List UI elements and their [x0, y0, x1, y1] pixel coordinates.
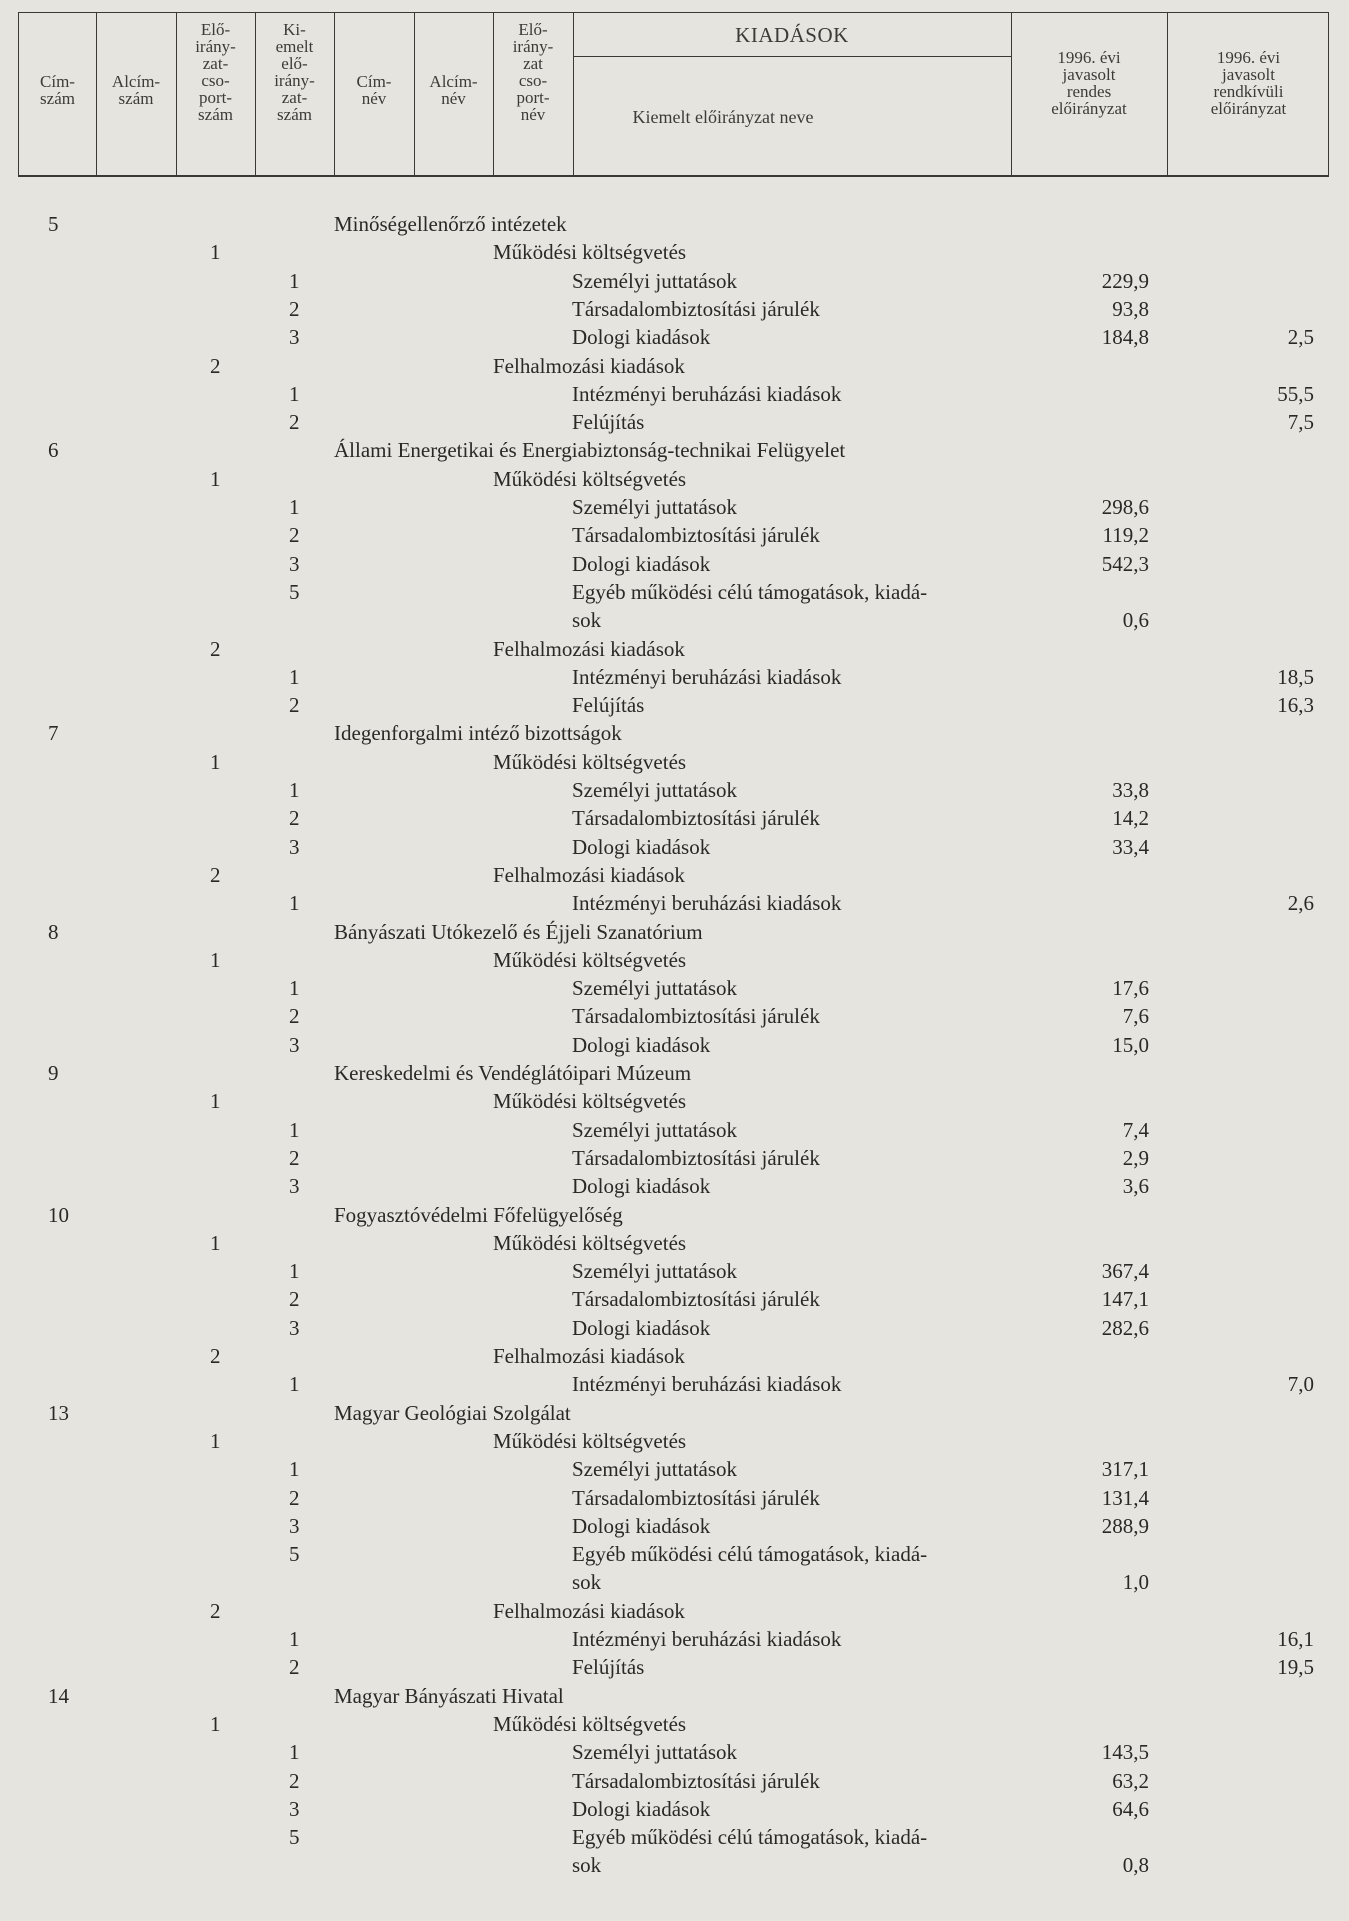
kiem-name: Felújítás: [572, 410, 645, 435]
kiem-number: 2: [289, 410, 300, 435]
rendes-value: 542,3: [1101, 551, 1149, 576]
table-row: [0, 719, 1349, 747]
cim-number: 14: [48, 1683, 69, 1708]
table-row: [0, 804, 1349, 832]
kiem-name: Felújítás: [572, 1655, 645, 1680]
kiem-name: Dologi kiadások: [572, 1513, 711, 1538]
kiem-number: 1: [289, 495, 300, 519]
kiem-name: Társadalombiztosítási járulék: [572, 1768, 820, 1793]
cim-name: Bányászati Utókezelő és Éjjeli Szanatórium: [334, 919, 703, 944]
header-kiemelt-eloiranyzat-szam: Ki- emelt elő- irány- zat- szám: [274, 20, 315, 124]
kiem-number: 1: [289, 1740, 300, 1765]
kiem-number: 2: [289, 1287, 300, 1312]
alcim-name: Felhalmozási kiadások: [493, 862, 685, 887]
kiem-number: 1: [289, 1259, 300, 1284]
table-row: [0, 1144, 1349, 1172]
rendes-value: 282,6: [1101, 1315, 1149, 1340]
rendkivuli-value: 19,5: [1277, 1655, 1314, 1680]
table-row: [0, 606, 1349, 634]
alcim-name: Működési költségvetés: [493, 1428, 687, 1453]
alcim-number: 2: [210, 862, 221, 887]
table-row: [0, 1285, 1349, 1313]
table-row: [0, 833, 1349, 861]
table-row: [0, 635, 1349, 663]
table-row: [0, 1399, 1349, 1427]
kiem-number: 1: [289, 1372, 300, 1397]
cim-number: 10: [48, 1202, 69, 1227]
alcim-number: 1: [210, 1711, 221, 1736]
cim-name: Kereskedelmi és Vendéglátóipari Múzeum: [334, 1061, 692, 1085]
alcim-number: 1: [210, 947, 221, 972]
rendes-value: 14,2: [1112, 806, 1149, 831]
alcim-number: 1: [210, 240, 221, 265]
alcim-name: Működési költségvetés: [493, 749, 687, 774]
table-row: [0, 861, 1349, 889]
table-row: [0, 1568, 1349, 1596]
kiem-number: 3: [289, 1032, 300, 1057]
table-row: [0, 1002, 1349, 1030]
kiem-name: sok: [572, 1570, 602, 1595]
rendes-value: 119,2: [1102, 523, 1149, 548]
cim-number: 8: [48, 919, 59, 944]
alcim-name: Felhalmozási kiadások: [493, 353, 685, 378]
table-row: [0, 1540, 1349, 1568]
table-row: [0, 493, 1349, 521]
table-row: [0, 1201, 1349, 1229]
alcim-number: 2: [210, 353, 221, 378]
header-rendes-eloiranyzat: 1996. évi javasolt rendes előirányzat: [1051, 48, 1127, 118]
table-row: [0, 1059, 1349, 1087]
kiem-name: Társadalombiztosítási járulék: [572, 806, 820, 831]
table-row: [0, 238, 1349, 266]
rendes-value: 184,8: [1101, 325, 1149, 350]
cim-name: Fogyasztóvédelmi Főfelügyelőség: [334, 1202, 623, 1227]
alcim-name: Működési költségvetés: [493, 1089, 687, 1114]
kiem-number: 2: [289, 693, 300, 718]
rendes-value: 0,6: [1122, 608, 1149, 633]
kiem-name: Személyi juttatások: [572, 1259, 738, 1284]
kiem-number: 2: [289, 1768, 300, 1793]
header-alcim-nev: Alcím- név: [429, 72, 478, 108]
alcim-name: Működési költségvetés: [493, 240, 687, 265]
table-row: [0, 1597, 1349, 1625]
kiem-name: Dologi kiadások: [572, 325, 711, 350]
kiem-name: Intézményi beruházási kiadások: [572, 381, 842, 406]
kiem-number: 2: [289, 1145, 300, 1170]
kiem-name: Személyi juttatások: [572, 268, 738, 293]
kiem-name: Személyi juttatások: [572, 778, 738, 802]
table-row: [0, 918, 1349, 946]
table-row: [0, 380, 1349, 408]
table-row: [0, 295, 1349, 323]
cim-number: 6: [48, 438, 59, 463]
rendes-value: 298,6: [1101, 495, 1149, 519]
rendkivuli-value: 55,5: [1277, 381, 1314, 406]
alcim-number: 2: [210, 1344, 221, 1368]
kiem-number: 1: [289, 664, 300, 689]
table-row: [0, 1682, 1349, 1710]
alcim-number: 1: [210, 1230, 221, 1255]
kiem-name: Egyéb működési célú támogatások, kiadá-: [572, 1542, 928, 1567]
kiem-number: 1: [289, 268, 300, 293]
header-eloiranyzat-csoport-nev: Elő- irány- zat cso- port- név: [512, 20, 554, 124]
rendes-value: 1,0: [1122, 1570, 1149, 1595]
table-row: [0, 1851, 1349, 1879]
cim-name: Állami Energetikai és Energiabiztonság-technikai Felügyelet: [334, 438, 846, 463]
table-row: [0, 1314, 1349, 1342]
rendes-value: 317,1: [1101, 1457, 1149, 1482]
kiem-number: 3: [289, 1796, 300, 1821]
table-row: [0, 1087, 1349, 1115]
table-row: [0, 323, 1349, 351]
cim-number: 13: [48, 1400, 69, 1425]
kiem-name: Társadalombiztosítási járulék: [572, 296, 820, 321]
table-row: [0, 1455, 1349, 1483]
table-row: [0, 521, 1349, 549]
alcim-name: Működési költségvetés: [493, 1230, 687, 1255]
kiem-number: 5: [289, 579, 300, 604]
alcim-number: 2: [210, 636, 221, 661]
kiem-number: 1: [289, 1457, 300, 1482]
alcim-number: 1: [210, 1428, 221, 1453]
rendes-value: 288,9: [1101, 1513, 1149, 1538]
table-row: [0, 1427, 1349, 1455]
rendkivuli-value: 7,0: [1287, 1372, 1314, 1397]
rendkivuli-value: 2,6: [1287, 891, 1314, 916]
rendes-value: 7,6: [1122, 1004, 1149, 1029]
kiem-number: 3: [289, 834, 300, 859]
kiem-number: 2: [289, 296, 300, 321]
header-cim-szam: Cím- szám: [40, 72, 75, 108]
kiem-number: 2: [289, 1004, 300, 1029]
table-row: [0, 578, 1349, 606]
table-row: [0, 1229, 1349, 1257]
kiem-name: Személyi juttatások: [572, 1457, 738, 1482]
kiem-number: 2: [289, 1655, 300, 1680]
kiem-number: 2: [289, 523, 300, 548]
kiem-name: Társadalombiztosítási járulék: [572, 1287, 820, 1312]
kiem-name: Személyi juttatások: [572, 495, 738, 519]
table-row: [0, 1653, 1349, 1681]
alcim-name: Felhalmozási kiadások: [493, 1598, 685, 1623]
cim-number: 5: [48, 212, 59, 236]
table-row: [0, 1257, 1349, 1285]
table-row: [0, 408, 1349, 436]
table-row: [0, 465, 1349, 493]
kiem-name: Társadalombiztosítási járulék: [572, 523, 820, 548]
kiem-name: sok: [572, 608, 602, 633]
rendkivuli-value: 16,1: [1277, 1627, 1314, 1651]
kiem-name: Egyéb működési célú támogatások, kiadá-: [572, 579, 928, 604]
kiem-name: Személyi juttatások: [572, 976, 738, 1001]
kiem-name: Intézményi beruházási kiadások: [572, 664, 842, 689]
kiem-number: 3: [289, 551, 300, 576]
table-row: [0, 1710, 1349, 1738]
kiem-number: 2: [289, 806, 300, 831]
rendes-value: 147,1: [1101, 1287, 1149, 1312]
kiem-name: Intézményi beruházási kiadások: [572, 1627, 842, 1651]
cim-name: Magyar Geológiai Szolgálat: [334, 1400, 571, 1425]
table-header: [18, 12, 1329, 176]
alcim-name: Felhalmozási kiadások: [493, 636, 685, 661]
kiem-number: 3: [289, 1174, 300, 1199]
kiem-number: 1: [289, 1117, 300, 1142]
table-row: [0, 436, 1349, 464]
header-cim-nev: Cím- név: [356, 72, 392, 108]
table-row: [0, 1342, 1349, 1370]
table-row: [0, 1795, 1349, 1823]
table-row: [0, 946, 1349, 974]
kiem-name: Társadalombiztosítási járulék: [572, 1485, 820, 1510]
rendes-value: 229,9: [1101, 268, 1149, 293]
kiem-number: 1: [289, 381, 300, 406]
table-row: [0, 352, 1349, 380]
rendes-value: 3,6: [1122, 1174, 1149, 1199]
table-row: [0, 1116, 1349, 1144]
header-eloiranyzat-csoport-szam: Elő- irány- zat- cso- port- szám: [195, 20, 236, 124]
rendkivuli-value: 16,3: [1277, 693, 1314, 718]
kiem-number: 2: [289, 1485, 300, 1510]
alcim-number: 2: [210, 1598, 221, 1623]
kiem-number: 3: [289, 1315, 300, 1340]
table-row: [0, 267, 1349, 295]
rendes-value: 7,4: [1122, 1117, 1149, 1142]
kiem-name: Társadalombiztosítási járulék: [572, 1145, 820, 1170]
kiem-name: Egyéb működési célú támogatások, kiadá-: [572, 1825, 928, 1850]
rendes-value: 131,4: [1101, 1485, 1149, 1510]
rendes-value: 17,6: [1112, 976, 1149, 1001]
kiem-number: 1: [289, 891, 300, 916]
header-kiemelt-eloiranyzat-neve: Kiemelt előirányzat neve: [632, 107, 814, 127]
cim-name: Idegenforgalmi intéző bizottságok: [334, 721, 622, 746]
kiem-name: Dologi kiadások: [572, 1315, 711, 1340]
table-row: [0, 1625, 1349, 1653]
kiem-name: Dologi kiadások: [572, 834, 711, 859]
kiem-name: Felújítás: [572, 693, 645, 718]
table-row: [0, 776, 1349, 804]
cim-number: 9: [48, 1061, 59, 1085]
cim-name: Magyar Bányászati Hivatal: [334, 1683, 564, 1708]
kiem-name: Személyi juttatások: [572, 1117, 738, 1142]
alcim-name: Felhalmozási kiadások: [493, 1344, 685, 1368]
kiem-number: 1: [289, 778, 300, 802]
rendes-value: 33,8: [1112, 778, 1149, 802]
kiem-number: 1: [289, 1627, 300, 1651]
alcim-name: Működési költségvetés: [493, 1711, 687, 1736]
kiem-name: Társadalombiztosítási járulék: [572, 1004, 820, 1029]
rendes-value: 63,2: [1112, 1768, 1149, 1793]
rendes-value: 143,5: [1101, 1740, 1149, 1765]
rendes-value: 64,6: [1112, 1796, 1149, 1821]
rendkivuli-value: 7,5: [1287, 410, 1314, 435]
alcim-name: Működési költségvetés: [493, 466, 687, 491]
alcim-name: Működési költségvetés: [493, 947, 687, 972]
kiem-name: Dologi kiadások: [572, 551, 711, 576]
rendes-value: 93,8: [1112, 296, 1149, 321]
rendkivuli-value: 2,5: [1287, 325, 1314, 350]
header-kiadasok: KIADÁSOK: [735, 23, 849, 47]
kiem-name: Intézményi beruházási kiadások: [572, 1372, 842, 1397]
header-bottom-rule: [18, 176, 1329, 177]
kiem-name: Intézményi beruházási kiadások: [572, 891, 842, 916]
table-row: [0, 1484, 1349, 1512]
rendes-value: 367,4: [1101, 1259, 1149, 1284]
kiem-number: 1: [289, 976, 300, 1001]
kiem-number: 3: [289, 325, 300, 350]
table-row: [0, 1031, 1349, 1059]
table-row: [0, 748, 1349, 776]
rendes-value: 2,9: [1122, 1145, 1149, 1170]
alcim-number: 1: [210, 466, 221, 491]
table-row: [0, 889, 1349, 917]
header-alcim-szam: Alcím- szám: [111, 72, 161, 108]
table-row: [0, 210, 1349, 238]
alcim-number: 1: [210, 1089, 221, 1114]
table-row: [0, 1172, 1349, 1200]
rendes-value: 15,0: [1112, 1032, 1149, 1057]
kiem-name: Személyi juttatások: [572, 1740, 738, 1765]
cim-name: Minőségellenőrző intézetek: [334, 212, 567, 236]
kiem-name: Dologi kiadások: [572, 1032, 711, 1057]
table-row: [0, 1767, 1349, 1795]
kiem-name: Dologi kiadások: [572, 1174, 711, 1199]
alcim-number: 1: [210, 749, 221, 774]
rendes-value: 33,4: [1112, 834, 1149, 859]
table-row: [0, 974, 1349, 1002]
rendkivuli-value: 18,5: [1277, 664, 1314, 689]
table-row: [0, 1738, 1349, 1766]
rendes-value: 0,8: [1122, 1853, 1149, 1878]
table-row: [0, 1370, 1349, 1398]
kiem-number: 3: [289, 1513, 300, 1538]
table-row: [0, 663, 1349, 691]
kiem-name: Dologi kiadások: [572, 1796, 711, 1821]
cim-number: 7: [48, 721, 59, 746]
table-row: [0, 691, 1349, 719]
table-row: [0, 550, 1349, 578]
table-row: [0, 1823, 1349, 1851]
kiem-number: 5: [289, 1542, 300, 1567]
kiem-number: 5: [289, 1825, 300, 1850]
kiem-name: sok: [572, 1853, 602, 1878]
table-row: [0, 1512, 1349, 1540]
header-rendkivuli-eloiranyzat: 1996. évi javasolt rendkívüli előirányzat: [1210, 48, 1287, 118]
